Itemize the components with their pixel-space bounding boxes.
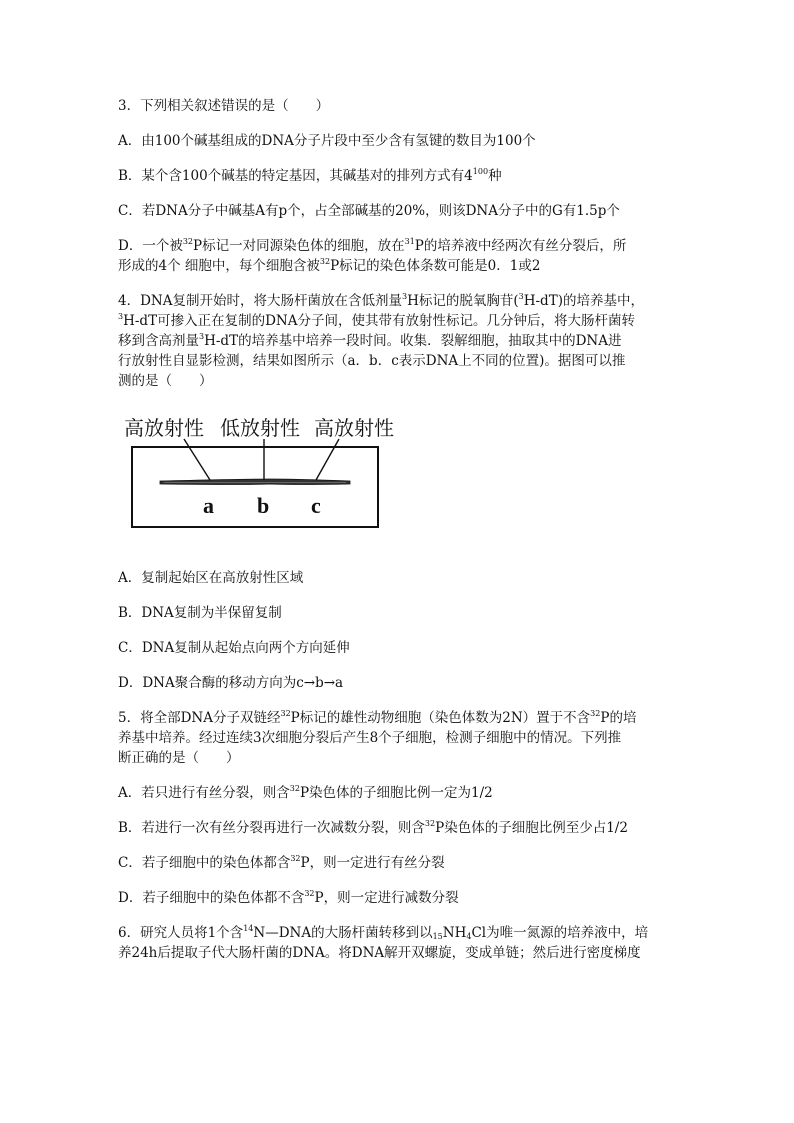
diagram-svg (124, 415, 414, 555)
q4-stem-line2: $^3$H-dT可掺入正在复制的DNA分子间，使其带有放射性标记。几分钟后，将大肠杆菌转 (118, 312, 635, 329)
q4-stem-line3: 移到含高剂量$^3$H-dT的培养基中培养一段时间。收集．裂解细胞，抽取其中的DNA进 (118, 332, 622, 349)
q4-option-b: B．DNA复制为半保留复制 (118, 605, 282, 621)
q4-option-d: D．DNA聚合酶的移动方向为c→b→a (118, 675, 344, 691)
q6-stem-line1: 6．研究人员将1个含$^{14}$N—DNA的大肠杆菌转移到以$_{15}NH_4Cl$为唯一氮源的培养液中，培 (118, 924, 649, 941)
q5-option-b: B．若进行一次有丝分裂再进行一次减数分裂，则含$^{32}$P染色体的子细胞比例至少占1/2 (118, 819, 628, 836)
document-page (118, 96, 690, 963)
q4-stem-line4: 行放射性自显影检测，结果如图所示（a．b．c表示DNA上不同的位置)。据图可以推 (118, 353, 626, 369)
pointer-a (184, 439, 210, 480)
autoradiograph-frame (132, 447, 378, 527)
dna-replication-diagram (124, 415, 414, 555)
q4-option-a: A．复制起始区在高放射性区域 (118, 570, 304, 586)
label-high-left: 高放射性 (124, 418, 204, 440)
q5-stem-line1: 5．将全部DNA分子双链经$^{32}$P标记的雄性动物细胞（染色体数为2N）置于不含$^{32}$P的培 (118, 709, 637, 726)
q3-option-a: A．由100个碱基组成的DNA分子片段中至少含有氢键的数目为100个 (118, 133, 536, 149)
q4-option-c: C．DNA复制从起始点向两个方向延伸 (118, 640, 350, 656)
position-c: c (311, 493, 321, 518)
pointer-c (316, 439, 339, 480)
q5-stem-line2: 养基中培养。经过连续3次细胞分裂后产生8个子细胞，检测子细胞中的情况。下列推 (118, 730, 622, 746)
q3-option-b: B．某个含100个碱基的特定基因，其碱基对的排列方式有$4^{100}$种 (118, 167, 502, 184)
q3-option-d-line1: D．一个被$^{32}$P标记一对同源染色体的细胞，放在$^{31}$P的培养液中经两次有丝分裂后，所 (118, 237, 627, 254)
q4-stem-line1: 4．DNA复制开始时，将大肠杆菌放在含低剂量$^3$H标记的脱氧胸苷($^3$H-dT)的培养基中， (118, 292, 644, 309)
dna-strand (160, 479, 350, 485)
position-b: b (257, 493, 270, 518)
q5-option-c: C．若子细胞中的染色体都含$^{32}$P，则一定进行有丝分裂 (118, 854, 445, 871)
position-a: a (203, 493, 214, 518)
label-high-right: 高放射性 (314, 418, 394, 440)
q3-option-d-line2: 形成的4个 细胞中，每个细胞含被$^{32}$P标记的染色体条数可能是0．1或2 (118, 257, 541, 274)
q3-option-c: C．若DNA分子中碱基A有p个，占全部碱基的20%，则该DNA分子中的G有1.5p个 (118, 203, 620, 219)
label-low-mid: 低放射性 (220, 418, 300, 440)
q4-stem-line5: 测的是（ ） (118, 373, 213, 389)
q3-stem: 3．下列相关叙述错误的是（ ） (118, 98, 330, 114)
q5-option-a: A．若只进行有丝分裂，则含$^{32}$P染色体的子细胞比例一定为1/2 (118, 784, 493, 801)
q6-stem-line2: 养24h后提取子代大肠杆菌的DNA。将DNA解开双螺旋，变成单链；然后进行密度梯度 (118, 945, 641, 961)
q5-option-d: D．若子细胞中的染色体都不含$^{32}$P，则一定进行减数分裂 (118, 889, 459, 906)
q5-stem-line3: 断正确的是（ ） (118, 750, 240, 766)
